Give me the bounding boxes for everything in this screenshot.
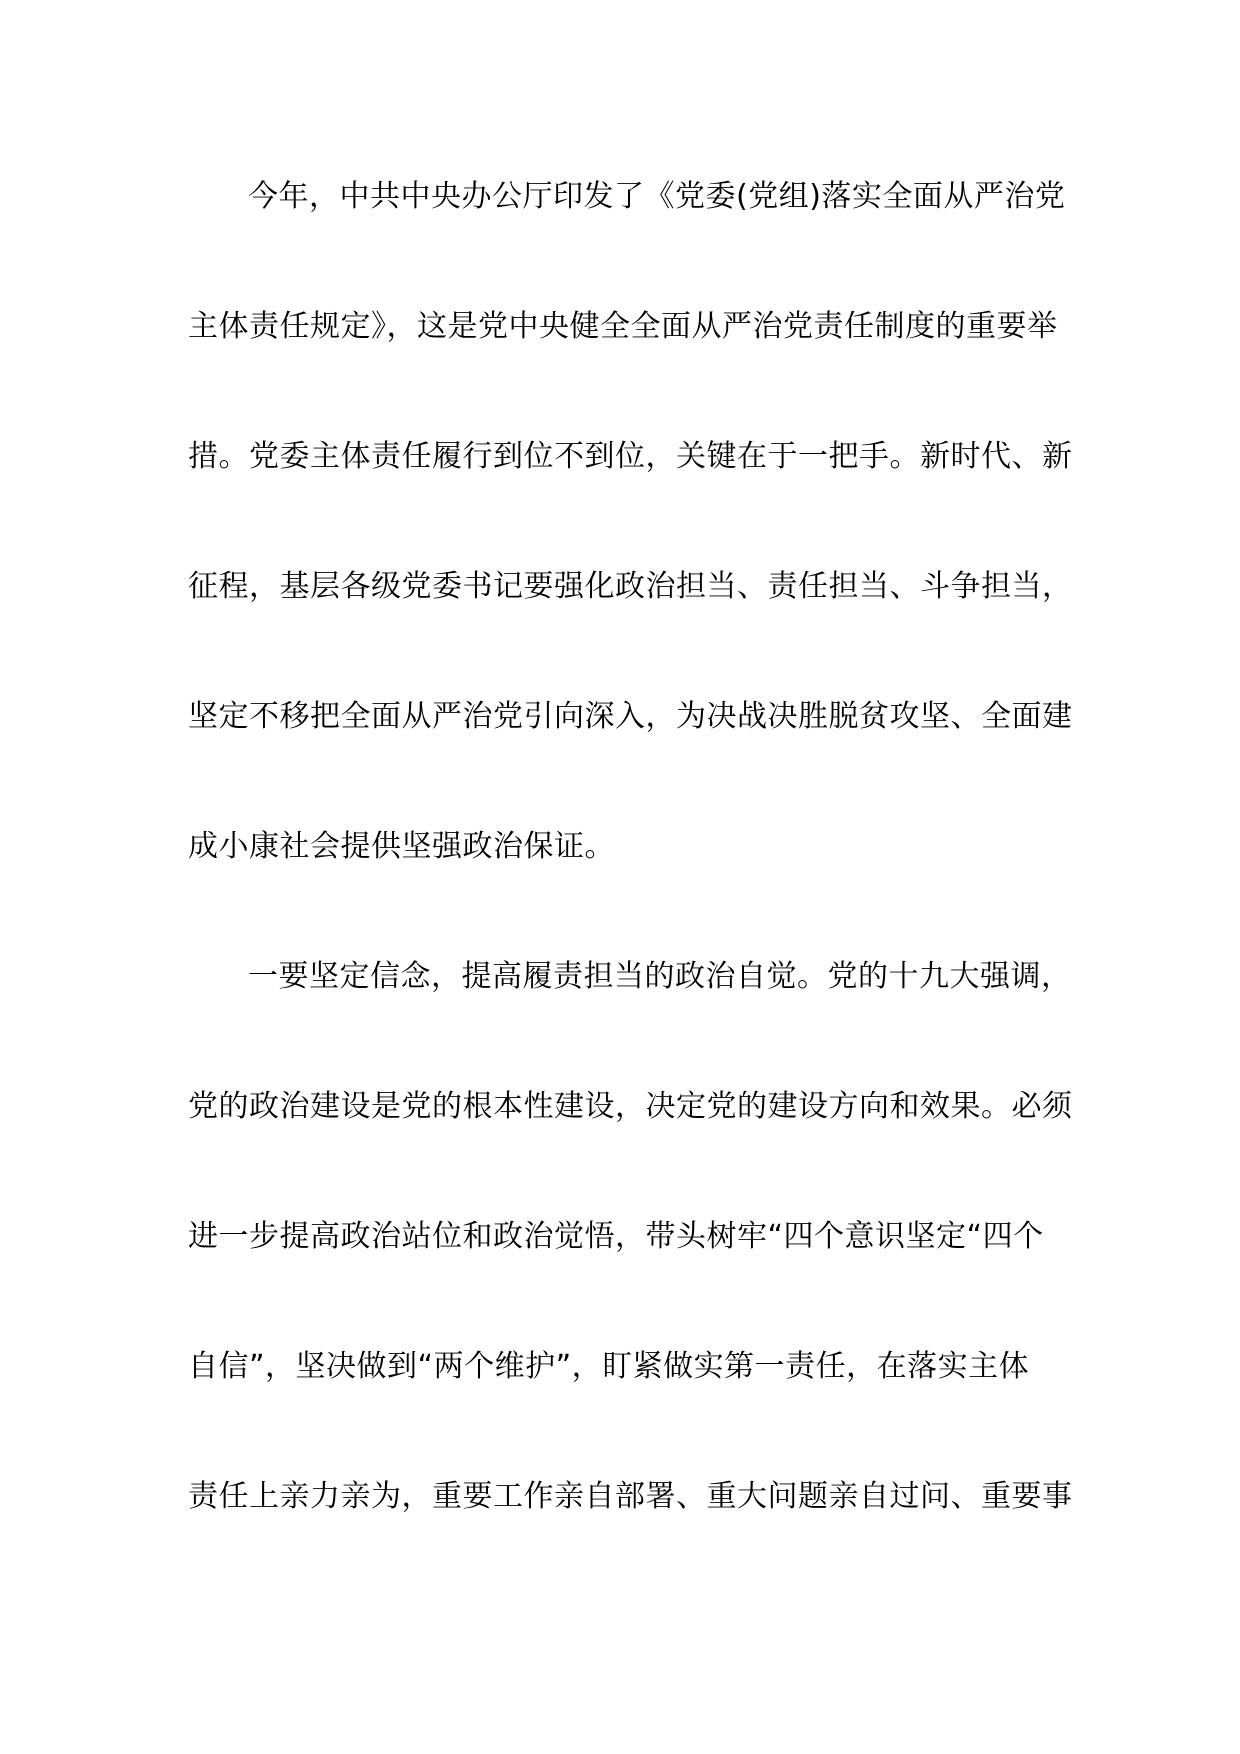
paragraph-1-line-5: 坚定不移把全面从严治党引向深入，为决战决胜脱贫攻坚、全面建 <box>188 699 1073 734</box>
paragraph-1-line-4: 征程，基层各级党委书记要强化政治担当、责任担当、斗争担当， <box>188 569 1073 604</box>
body-text <box>188 172 1073 1602</box>
paragraph-1-line-3: 措。党委主体责任履行到位不到位，关键在于一把手。新时代、新 <box>188 439 1073 474</box>
paragraph-1-line-2: 主体责任规定》，这是党中央健全全面从严治党责任制度的重要举 <box>188 309 1058 344</box>
paragraph-2-line-4: 自信”，坚决做到“两个维护”，盯紧做实第一责任，在落实主体 <box>188 1349 1030 1384</box>
paragraph-1-line-1: 今年，中共中央办公厅印发了《党委(党组)落实全面从严治党 <box>248 179 1066 214</box>
paragraph-2-line-5: 责任上亲力亲为，重要工作亲自部署、重大问题亲自过问、重要事 <box>188 1479 1073 1514</box>
paragraph-2-line-1: 一要坚定信念，提高履责担当的政治自觉。党的十九大强调， <box>248 959 1072 994</box>
paragraph-2-line-3: 进一步提高政治站位和政治觉悟，带头树牢“四个意识坚定“四个 <box>188 1219 1044 1254</box>
paragraph-2-line-2: 党的政治建设是党的根本性建设，决定党的建设方向和效果。必须 <box>188 1089 1073 1124</box>
paragraph-1-line-6: 成小康社会提供坚强政治保证。 <box>188 829 615 864</box>
